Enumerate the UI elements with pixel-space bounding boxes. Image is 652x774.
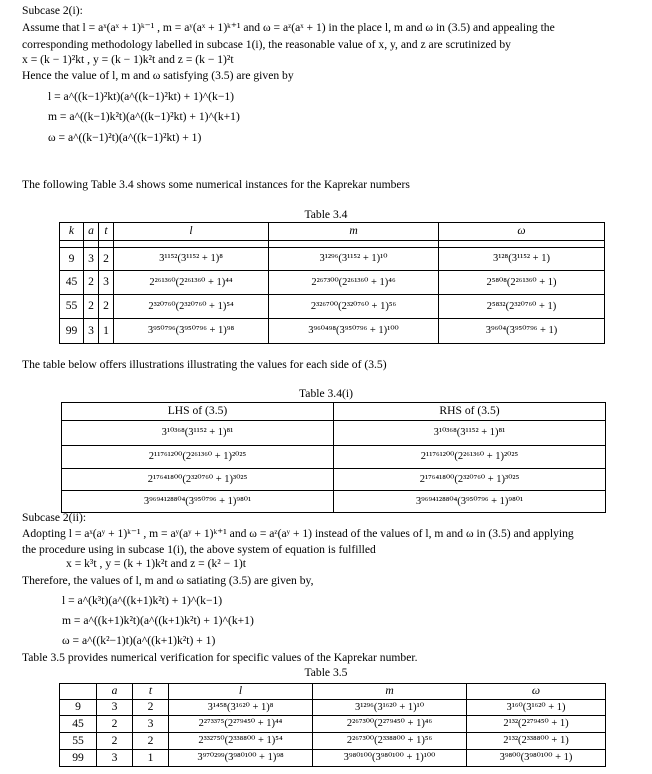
table35-cell: 3 bbox=[97, 750, 133, 767]
table35-header-a: a bbox=[97, 684, 133, 700]
equation-omega: ω = a^((k−1)²t)(a^((k−1)²kt) + 1) bbox=[48, 131, 202, 144]
table-row bbox=[60, 700, 606, 716]
table34i-cell: 2¹⁷⁶⁴¹⁸⁰⁰(2³²⁰⁷⁶⁰ + 1)³⁰²⁵ bbox=[334, 469, 606, 491]
table35-cell: 2²⁶⁷³⁰⁰(2²⁷⁹⁴⁵⁰ + 1)⁴⁶ bbox=[313, 716, 467, 733]
table34i-header-lhs: LHS of (3.5) bbox=[62, 403, 334, 421]
subcase-2i-heading: Subcase 2(i): bbox=[22, 4, 83, 17]
subcase-2i-intro-line4: Hence the value of l, m and ω satisfying (3.5) are given by bbox=[22, 69, 294, 82]
table35-header-t: t bbox=[133, 684, 169, 700]
table34-cell: 3⁹⁶⁰⁴(3⁹⁵⁰⁷⁹⁶ + 1) bbox=[439, 319, 605, 344]
table35-cell: 2 bbox=[97, 733, 133, 750]
table35-header-row bbox=[60, 684, 606, 700]
table35-cell: 3 bbox=[97, 700, 133, 716]
table35-cell: 2 bbox=[133, 700, 169, 716]
table34-cell: 3⁹⁵⁰⁷⁹⁶(3⁹⁵⁰⁷⁹⁶ + 1)⁹⁸ bbox=[114, 319, 269, 344]
table34i-cell: 3¹⁰³⁶⁸(3¹¹⁵² + 1)⁸¹ bbox=[334, 421, 606, 446]
table-3-4 bbox=[59, 222, 605, 344]
table34-cell: 99 bbox=[60, 319, 84, 344]
table34i-cell: 2¹⁷⁶⁴¹⁸⁰⁰(2³²⁰⁷⁶⁰ + 1)³⁰²⁵ bbox=[62, 469, 334, 491]
table34-header-omega: ω bbox=[439, 223, 605, 241]
table35-cell: 3 bbox=[133, 716, 169, 733]
table34-cell: 2²⁶⁷³⁰⁰(2²⁶¹³⁶⁰ + 1)⁴⁶ bbox=[269, 271, 439, 295]
subcase-2i-intro-line3: x = (k − 1)²kt , y = (k − 1)k²t and z = (k − 1)²t bbox=[22, 53, 234, 66]
table35-header-k bbox=[60, 684, 97, 700]
table-row bbox=[60, 248, 605, 271]
table34-header-row bbox=[60, 223, 605, 241]
table-row bbox=[60, 733, 606, 750]
table-row bbox=[62, 446, 606, 469]
table34-cell: 2 bbox=[99, 295, 114, 319]
subcase-2ii-intro-line3: x = k³t , y = (k + 1)k²t and z = (k² − 1)t bbox=[66, 557, 246, 570]
table-row bbox=[60, 271, 605, 295]
table35-cell: 3⁹⁸⁰⁰(3⁹⁸⁰¹⁰⁰ + 1) bbox=[467, 750, 606, 767]
table35-cell: 2³³²⁷⁵⁰(2³³⁸⁸⁰⁰ + 1)⁵⁴ bbox=[169, 733, 313, 750]
table34-header-m: m bbox=[269, 223, 439, 241]
table35-cell: 3⁹⁷⁰²⁹⁹(3⁹⁸⁰¹⁰⁰ + 1)⁹⁸ bbox=[169, 750, 313, 767]
table34i-cell: 3⁹⁶⁹⁴¹²⁸⁸⁰⁴(3⁹⁵⁰⁷⁹⁶ + 1)⁹⁸⁰¹ bbox=[334, 491, 606, 513]
table34-cell: 9 bbox=[60, 248, 84, 271]
table-row bbox=[60, 319, 605, 344]
table34-header-l: l bbox=[114, 223, 269, 241]
table34-cell: 55 bbox=[60, 295, 84, 319]
equation-l-2: l = a^(k³t)(a^((k+1)k²t) + 1)^(k−1) bbox=[62, 594, 223, 607]
table-row bbox=[60, 295, 605, 319]
table34i-cell: 2¹¹⁷⁶¹²⁰⁰(2²⁶¹³⁶⁰ + 1)²⁰²⁵ bbox=[62, 446, 334, 469]
table34-cell: 2 bbox=[84, 295, 99, 319]
table-3-4-i bbox=[61, 402, 606, 513]
table34-cell: 2⁵⁸⁰⁸(2²⁶¹³⁶⁰ + 1) bbox=[439, 271, 605, 295]
subcase-2i-intro-line2: corresponding methodology labelled in subcase 1(i), the reasonable value of x, y, and z are scrutinized by bbox=[22, 38, 511, 51]
equation-omega-2: ω = a^((k²−1)t)(a^((k+1)k²t) + 1) bbox=[62, 634, 216, 647]
table-row bbox=[60, 716, 606, 733]
table35-cell: 2²⁶⁷³⁰⁰(2³³⁸⁸⁰⁰ + 1)⁵⁶ bbox=[313, 733, 467, 750]
table34i-cell: 3¹⁰³⁶⁸(3¹¹⁵² + 1)⁸¹ bbox=[62, 421, 334, 446]
table34-intro: The following Table 3.4 shows some numerical instances for the Kaprekar numbers bbox=[22, 178, 410, 191]
table34-cell: 3 bbox=[84, 248, 99, 271]
table34-cell: 1 bbox=[99, 319, 114, 344]
table34-cell: 2³²⁶⁷⁰⁰(2³²⁰⁷⁶⁰ + 1)⁵⁶ bbox=[269, 295, 439, 319]
table35-cell: 1 bbox=[133, 750, 169, 767]
table35-cell: 2 bbox=[133, 733, 169, 750]
table34-cell: 2 bbox=[84, 271, 99, 295]
table34i-caption: Table 3.4(i) bbox=[299, 387, 353, 400]
table34i-intro: The table below offers illustrations illustrating the values for each side of (3.5) bbox=[22, 358, 387, 371]
subcase-2i-intro-line1: Assume that l = aˣ(aˣ + 1)ᵏ⁻¹ , m = aʸ(aˣ + 1)ᵏ⁺¹ and ω = aᶻ(aˣ + 1) in the place l, m and ω in (3.5) and appealing the bbox=[22, 21, 555, 34]
table34i-cell: 2¹¹⁷⁶¹²⁰⁰(2²⁶¹³⁶⁰ + 1)²⁰²⁵ bbox=[334, 446, 606, 469]
equation-m-2: m = a^((k+1)k²t)(a^((k+1)k²t) + 1)^(k+1) bbox=[62, 614, 254, 627]
table35-header-m: m bbox=[313, 684, 467, 700]
table35-cell: 2²⁷³³⁷⁵(2²⁷⁹⁴⁵⁰ + 1)⁴⁴ bbox=[169, 716, 313, 733]
equation-l: l = a^((k−1)²kt)(a^((k−1)²kt) + 1)^(k−1) bbox=[48, 90, 235, 103]
table35-cell: 9 bbox=[60, 700, 97, 716]
table34-cell: 2⁵⁸³²(2³²⁰⁷⁶⁰ + 1) bbox=[439, 295, 605, 319]
table34-cell: 45 bbox=[60, 271, 84, 295]
table34-header-a: a bbox=[84, 223, 99, 241]
subcase-2ii-intro-line1: Adopting l = aˣ(aʸ + 1)ᵏ⁻¹ , m = aʸ(aʸ + 1)ᵏ⁺¹ and ω = aᶻ(aʸ + 1) instead of the values of l, m and ω in (3.5) and applying bbox=[22, 527, 574, 540]
table34-cell: 2³²⁰⁷⁶⁰(2³²⁰⁷⁶⁰ + 1)⁵⁴ bbox=[114, 295, 269, 319]
subcase-2ii-heading: Subcase 2(ii): bbox=[22, 511, 87, 524]
table35-cell: 99 bbox=[60, 750, 97, 767]
table35-header-l: l bbox=[169, 684, 313, 700]
table35-cell: 55 bbox=[60, 733, 97, 750]
table34-header-t: t bbox=[99, 223, 114, 241]
table35-cell: 3¹²⁹⁶(3¹⁶²⁰ + 1)¹⁰ bbox=[313, 700, 467, 716]
table34-cell: 3¹¹⁵²(3¹¹⁵² + 1)⁸ bbox=[114, 248, 269, 271]
table34i-header-row bbox=[62, 403, 606, 421]
table34-header-k: k bbox=[60, 223, 84, 241]
table-row bbox=[62, 469, 606, 491]
table35-header-omega: ω bbox=[467, 684, 606, 700]
table35-cell: 2¹³²(2²⁷⁹⁴⁵⁰ + 1) bbox=[467, 716, 606, 733]
table35-caption: Table 3.5 bbox=[304, 666, 348, 679]
table35-intro: Table 3.5 provides numerical verification for specific values of the Kaprekar number. bbox=[22, 651, 418, 664]
table34-cell: 3 bbox=[84, 319, 99, 344]
table-row bbox=[62, 421, 606, 446]
subcase-2ii-intro-line4: Therefore, the values of l, m and ω satiating (3.5) are given by, bbox=[22, 574, 314, 587]
table35-cell: 2¹³²(2³³⁸⁸⁰⁰ + 1) bbox=[467, 733, 606, 750]
table34i-cell: 3⁹⁶⁹⁴¹²⁸⁸⁰⁴(3⁹⁵⁰⁷⁹⁶ + 1)⁹⁸⁰¹ bbox=[62, 491, 334, 513]
table35-cell: 3¹⁴⁵⁸(3¹⁶²⁰ + 1)⁸ bbox=[169, 700, 313, 716]
table34i-header-rhs: RHS of (3.5) bbox=[334, 403, 606, 421]
table-3-5 bbox=[59, 683, 606, 767]
table34-caption: Table 3.4 bbox=[304, 208, 348, 221]
subcase-2ii-intro-line2: the procedure using in subcase 1(i), the above system of equation is fulfilled bbox=[22, 543, 376, 556]
table34-cell: 3 bbox=[99, 271, 114, 295]
table34-cell: 3¹²⁹⁶(3¹¹⁵² + 1)¹⁰ bbox=[269, 248, 439, 271]
equation-m: m = a^((k−1)k²t)(a^((k−1)²kt) + 1)^(k+1) bbox=[48, 110, 240, 123]
table34-cell: 3¹²⁸(3¹¹⁵² + 1) bbox=[439, 248, 605, 271]
table-row bbox=[60, 750, 606, 767]
table-row bbox=[62, 491, 606, 513]
table35-cell: 3¹⁶⁰(3¹⁶²⁰ + 1) bbox=[467, 700, 606, 716]
table34-cell: 2 bbox=[99, 248, 114, 271]
table35-cell: 45 bbox=[60, 716, 97, 733]
table34-cell: 3⁹⁶⁰⁴⁹⁸(3⁹⁵⁰⁷⁹⁶ + 1)¹⁰⁰ bbox=[269, 319, 439, 344]
table35-cell: 2 bbox=[97, 716, 133, 733]
table34-cell: 2²⁶¹³⁶⁰(2²⁶¹³⁶⁰ + 1)⁴⁴ bbox=[114, 271, 269, 295]
table35-cell: 3⁹⁸⁰¹⁰⁰(3⁹⁸⁰¹⁰⁰ + 1)¹⁰⁰ bbox=[313, 750, 467, 767]
